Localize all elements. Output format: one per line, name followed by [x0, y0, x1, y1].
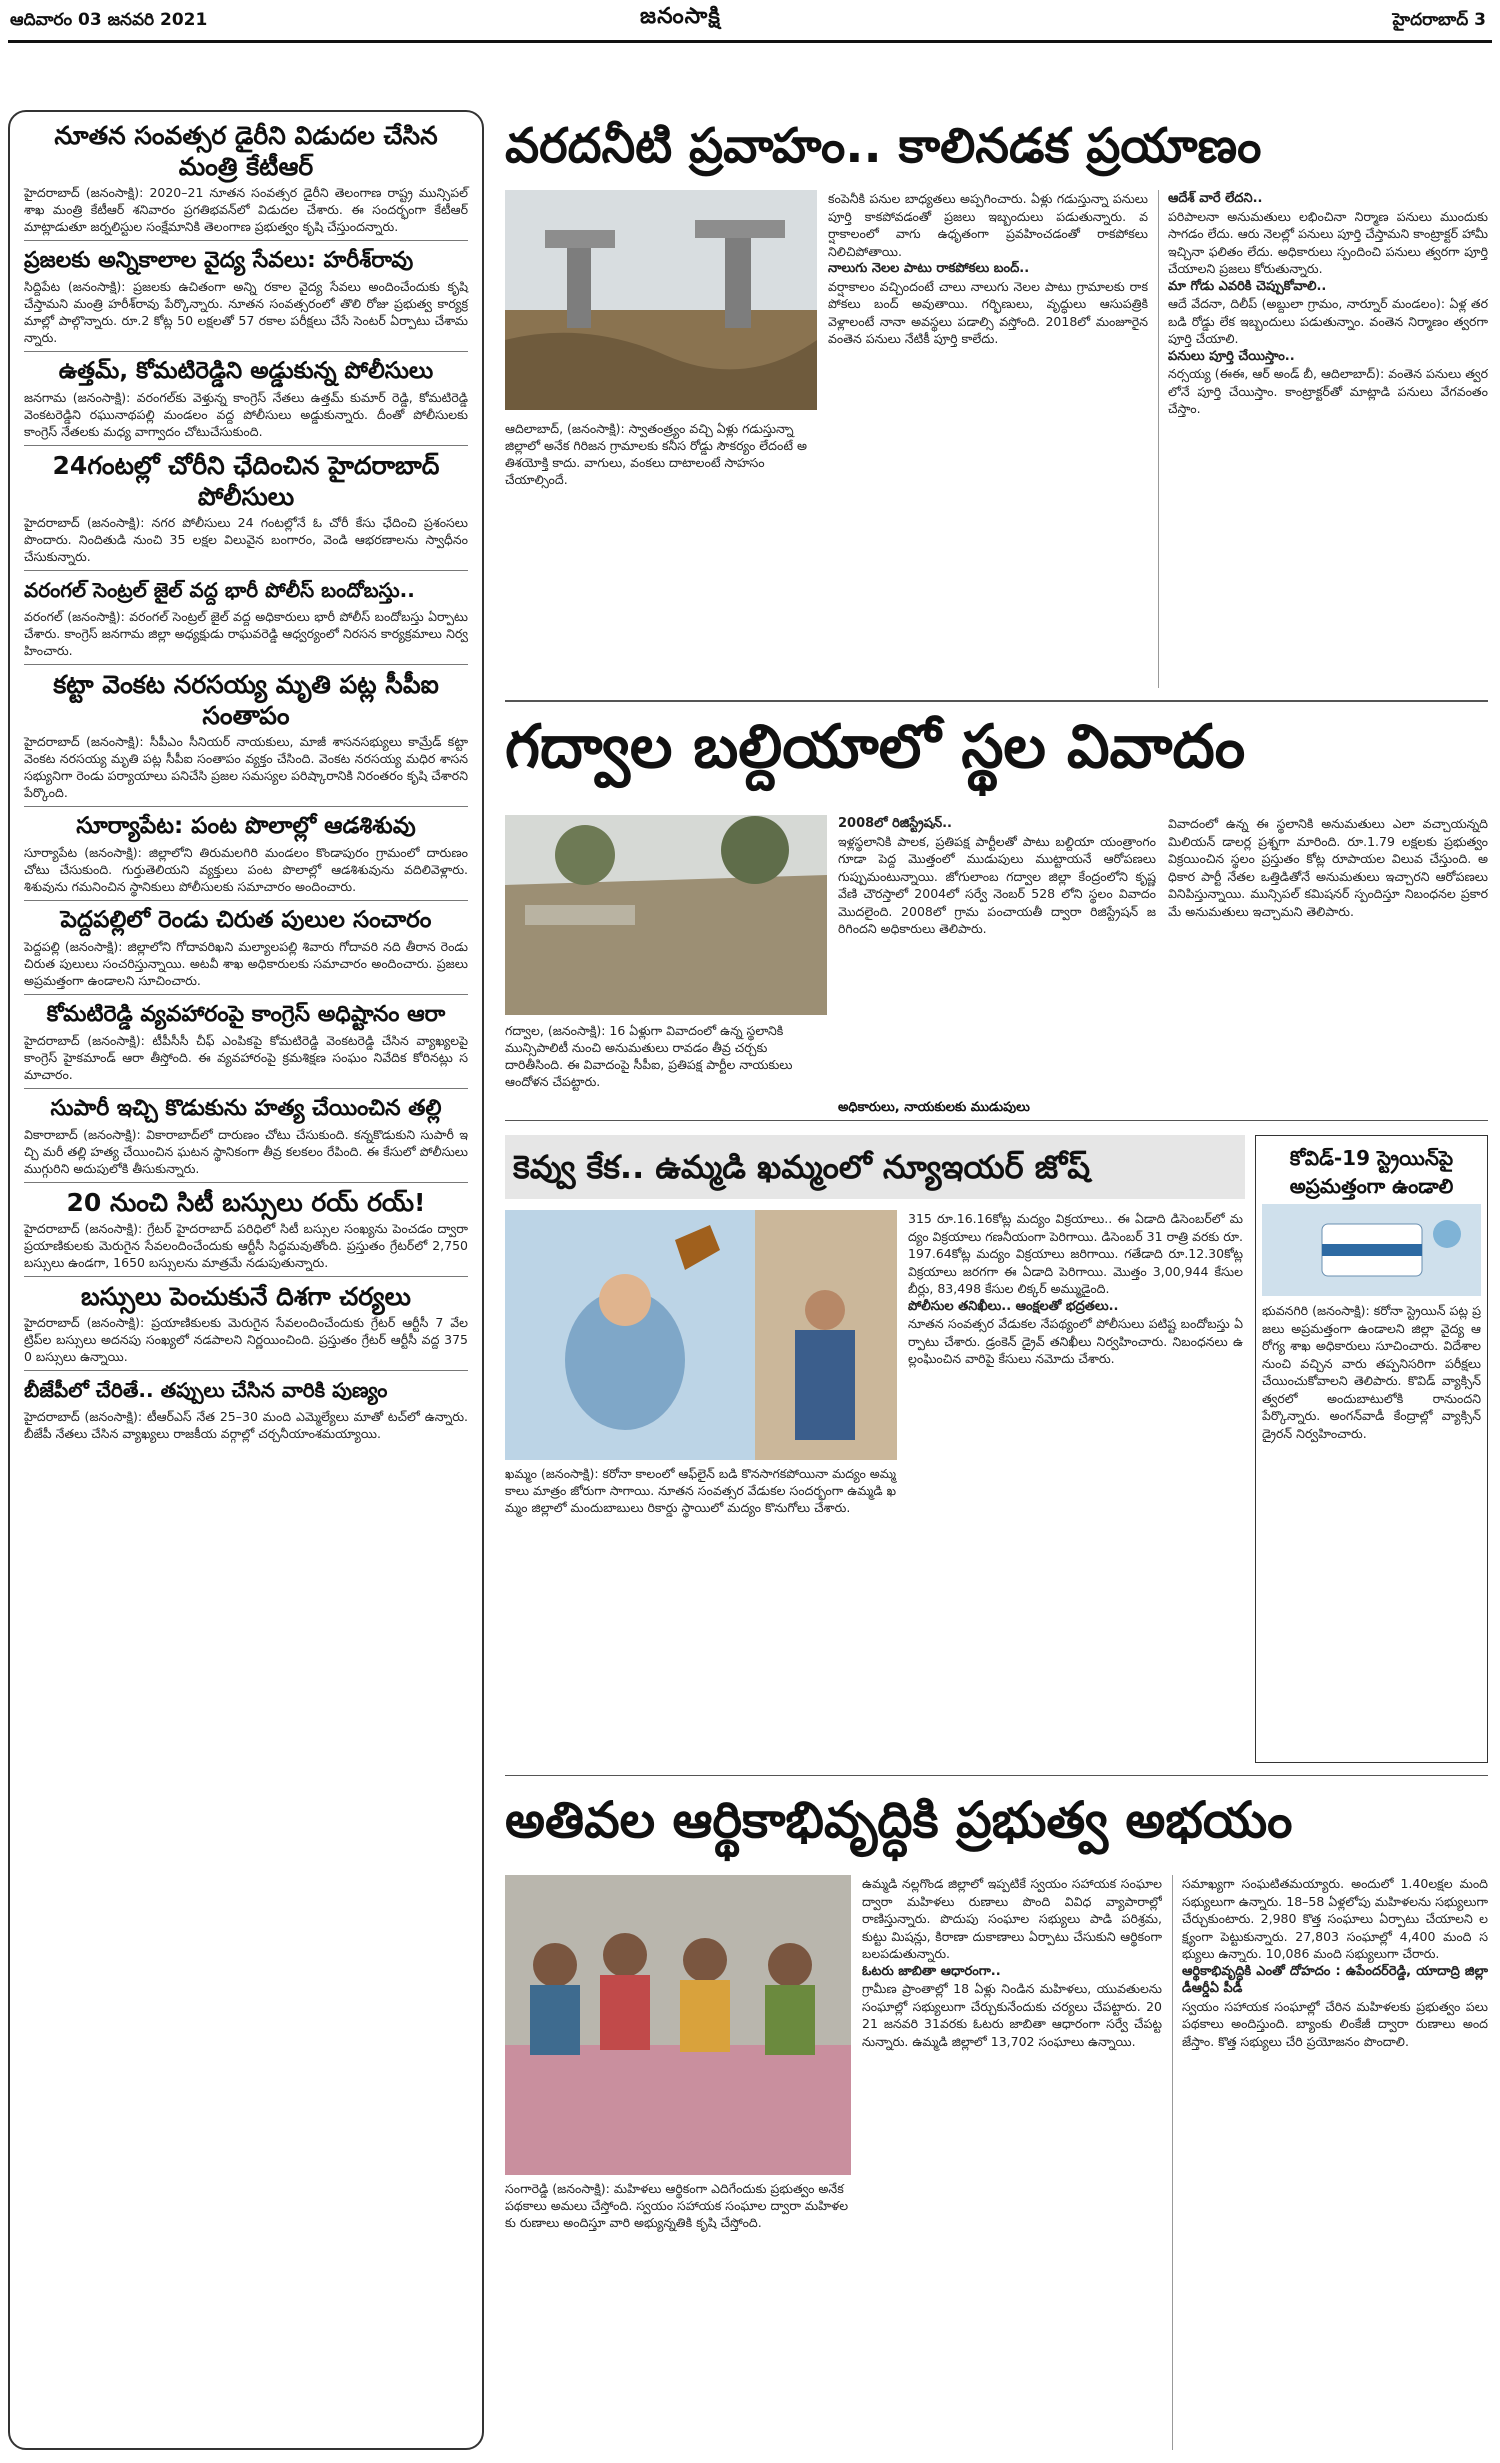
- story5-caption: సంగారెడ్డి (జనంసాక్షి): మహిళలు ఆర్థికంగా ఎదిగేందుకు ప్రభుత్వం అనేక పథకాలు అమలు చేస్తోంది. స్వయం సహాయక సంఘాల ద్వారా మహిళలకు రుణాలు అందిస్తూ వారి అభ్యున్నతికి కృషి చేస్తోంది.: [505, 2181, 849, 2230]
- header-rule: [8, 40, 1492, 43]
- left-article: [24, 575, 468, 659]
- left-article: [24, 999, 468, 1083]
- story2-subheading: 2008లో రిజిస్ట్రేషన్..: [838, 816, 952, 831]
- article-body: సూర్యాపేట (జనంసాక్షి): జిల్లాలోని తిరుమలగిరి మండలం కొండాపురం గ్రామంలో దారుణం చోటు చేసుకుంది. గుర్తుతెలియని వ్యక్తులు పంట పొలాల్లో ఆడశిశువును వదిలివెళ్లారు. శిశువును గమనించిన స్థానికులు పోలీసులకు సమాచారం అందించారు.: [24, 845, 468, 894]
- site-photo: [505, 815, 827, 1015]
- article-headline: 20 నుంచి సిటీ బస్సులు రయ్ రయ్!: [66, 1188, 426, 1217]
- story2-column-3: [1168, 815, 1488, 1095]
- article-body: సిద్దిపేట (జనంసాక్షి): ప్రజలకు ఉచితంగా అన్ని రకాల వైద్య సేవలు అందించేందుకు కృషి చేస్తామని మంత్రి హరీశ్‌రావు పేర్కొన్నారు. నూతన సంవత్సరంలో తొలి రోజు ప్రభుత్వ కార్యక్రమాల్లో పాల్గొన్నారు. రూ.2 కోట్ల 50 లక్షలతో 57 రకాల పరీక్షలు చేసే సెంటర్ ఏర్పాటు చేశామన్నారు.: [24, 279, 468, 345]
- story5-col2-text-b: గ్రామీణ ప్రాంతాల్లో 18 ఏళ్లు నిండిన మహిళలు, యువతులను సంఘాల్లో సభ్యులుగా చేర్చుకునేందుకు చర్యలు చేపట్టారు. 2021 జనవరి 31వరకు ఓటరు జాబితా ఆధారంగా సర్వే చేపట్టనున్నారు. ఉమ్మడి జిల్లాలో 13,702 సంఘాలు ఉన్నాయి.: [862, 1981, 1162, 2049]
- story1-subheading: ఆదేశ్ వారే లేదని..: [1168, 191, 1263, 206]
- story-headline: అతివల ఆర్థికాభివృద్ధికి ప్రభుత్వ అభయం: [505, 1791, 1293, 1849]
- section-rule: [505, 1775, 1488, 1776]
- article-headline: వరంగల్ సెంట్రల్ జైల్ వద్ద భారీ పోలీస్ బందోబస్తు..: [24, 578, 415, 602]
- article-headline: పెద్దపల్లిలో రెండు చిరుత పులుల సంచారం: [60, 907, 432, 933]
- masthead-logo: జనంసాక్షి: [640, 4, 721, 29]
- divider: [24, 1370, 468, 1371]
- divider: [24, 351, 468, 352]
- story-headline: కెవ్వు కేక.. ఉమ్మడి ఖమ్మంలో న్యూఇయర్ జోష్: [505, 1135, 1245, 1199]
- left-article: [24, 245, 468, 346]
- left-article: [24, 1093, 468, 1177]
- article-headline: ప్రజలకు అన్నికాలాల వైద్య సేవలు: హరీశ్‌రావు: [24, 248, 414, 273]
- story5-subheading: ఓటరు జాబితా ఆధారంగా..: [862, 1963, 1001, 1979]
- article-headline: నూతన సంవత్సర డైరీని విడుదల చేసిన మంత్రి కేటీఆర్: [54, 121, 438, 181]
- celebration-photo: [505, 1210, 897, 1460]
- article-body: హైదరాబాద్ (జనంసాక్షి): నగర పోలీసులు 24 గంటల్లోనే ఓ చోరీ కేసు ఛేదించి ప్రశంసలు పొందారు. నిందితుడి నుంచి 35 లక్షల విలువైన బంగారం, వెండి ఆభరణాలను స్వాధీనం చేసుకున్నారు.: [24, 515, 468, 564]
- article-body: జనగామ (జనంసాక్షి): వరంగల్‌కు వెళ్తున్న కాంగ్రెస్ నేతలు ఉత్తమ్ కుమార్ రెడ్డి, కోమటిరెడ్డి వెంకటరెడ్డిని రఘునాథపల్లి మండలం వద్ద పోలీసులు అడ్డుకున్నారు. దీంతో పోలీసులకు కాంగ్రెస్ నేతలకు మధ్య వాగ్వాదం చోటుచేసుకుంది.: [24, 390, 468, 439]
- story-headline: వరదనీటి ప్రవాహం.. కాలినడక ప్రయాణం: [505, 118, 1262, 174]
- article-body: హైదరాబాద్ (జనంసాక్షి): 2020–21 నూతన సంవత్సర డైరీని తెలంగాణ రాష్ట్ర మున్సిపల్ శాఖ మంత్రి కేటీఆర్ శనివారం ప్రగతిభవన్‌లో విడుదల చేశారు. ఈ సందర్భంగా కేటీఆర్ మాట్లాడుతూ జర్నలిస్టుల సంక్షేమానికి తెలంగాణ ప్రభుత్వం కృషి చేస్తుందన్నారు.: [24, 185, 468, 234]
- left-article: [24, 669, 468, 801]
- left-article: [24, 450, 468, 565]
- article-body: పెద్దపల్లి (జనంసాక్షి): జిల్లాలోని గోదావరిఖని మల్యాలపల్లి శివారు గోదావరి నది తీరాన రెండు చిరుత పులులు సంచరిస్తున్నాయి. అటవీ శాఖ అధికారులకు సమాచారం అందించారు. ప్రజలు అప్రమత్తంగా ఉండాలని సూచించారు.: [24, 939, 468, 988]
- left-article: [24, 120, 468, 235]
- left-article: [24, 1187, 468, 1271]
- article-body: హైదరాబాద్ (జనంసాక్షి): గ్రేటర్ హైదరాబాద్ పరిధిలో సిటీ బస్సుల సంఖ్యను పెంచడం ద్వారా ప్రయాణికులకు మెరుగైన సేవలందించేందుకు ఆర్టీసీ సిద్ధమవుతోంది. ప్రస్తుతం గ్రేటర్‌లో 2,750 బస్సులు ఉండగా, 1650 బస్సులను మాత్రమే నడుపుతున్నారు.: [24, 1221, 468, 1270]
- issue-date: ఆదివారం 03 జనవరి 2021: [10, 10, 208, 30]
- story1-col2-text-b: వర్షాకాలం వచ్చిందంటే చాలు నాలుగు నెలల పాటు గ్రామాలకు రాకపోకలు బంద్ అవుతాయి. గర్భిణులు, వృద్ధులు ఆసుపత్రికి వెళ్లాలంటే నానా అవస్థలు పడాల్సి వస్తోంది. 2018లో మంజూరైన వంతెన పనులు నేటికీ పూర్తి కాలేదు.: [828, 278, 1148, 346]
- bridge-photo: [505, 190, 817, 410]
- story1-col3-text-c: నర్సయ్య (ఈఈ, ఆర్ అండ్ బీ, ఆదిలాబాద్): వంతెన పనులు త్వరలోనే పూర్తి చేయిస్తాం. కాంట్రాక్టర్‌తో మాట్లాడి పనులు వేగవంతం చేస్తాం.: [1168, 366, 1488, 416]
- divider: [24, 1182, 468, 1183]
- section-rule: [505, 1120, 1488, 1121]
- article-body: వికారాబాద్ (జనంసాక్షి): వికారాబాద్‌లో దారుణం చోటు చేసుకుంది. కన్నకొడుకుని సుపారీ ఇచ్చి మరీ తల్లి హత్య చేయించిన ఘటన స్థానికంగా తీవ్ర కలకలం రేపింది. ఈ కేసులో పోలీసులు ముగ్గురిని అదుపులోకి తీసుకున్నారు.: [24, 1127, 468, 1176]
- left-article: [24, 811, 468, 895]
- story5-col3-text: సమాఖ్యగా సంఘటితమయ్యారు. అందులో 1.40లక్షల మంది సభ్యులుగా ఉన్నారు. 18–58 ఏళ్లలోపు మహిళలను సభ్యులుగా చేర్చుకుంటారు. 2,980 కొత్త సంఘాలు ఏర్పాటు చేయాలని లక్ష్యంగా పెట్టుకున్నారు. 27,803 సంఘాల్లో 4,400 మంది సభ్యులు ఉన్నారు. 10,086 మంది సభ్యులుగా చేరారు.: [1182, 1876, 1488, 1961]
- story1-subheading: మా గోడు ఎవరికి చెప్పుకోవాలి..: [1168, 278, 1327, 294]
- story3-col2-text: 315 రూ.16.16కోట్ల మద్యం విక్రయాలు.. ఈ ఏడాది డిసెంబర్‌లో మద్యం విక్రయాలు గణనీయంగా పెరిగాయి. డిసెంబర్ 31 రాత్రి వరకు రూ.197.64కోట్ల మద్యం విక్రయాలు జరిగాయి. గతేడాది రూ.12.30కోట్ల విక్రయాలు జరగగా ఈ ఏడాది పెరిగాయి. మొత్తం 3,00,944 కేసుల బీర్లు, 83,498 కేసుల లిక్కర్ అమ్ముడైంది.: [908, 1211, 1243, 1296]
- story1-col3-text-b: ఆదే వేదనా, దిలీప్ (అబ్దులా గ్రామం, నార్నూర్ మండలం): ఏళ్ల తరబడి రోడ్డు లేక ఇబ్బందులు పడుతున్నాం. వంతెన నిర్మాణం త్వరగా పూర్తి చేయాలి.: [1168, 296, 1488, 346]
- left-article: [24, 1375, 468, 1442]
- page-number: హైదరాబాద్ 3: [1392, 10, 1486, 30]
- article-body: హైదరాబాద్ (జనంసాక్షి): ప్రయాణికులకు మెరుగైన సేవలందించేందుకు గ్రేటర్ ఆర్టీసీ 7 వేల ట్రిప్‌ల బస్సులు అదనపు సంఖ్యలో నడపాలని నిర్ణయించింది. ప్రస్తుతం గ్రేటర్ ఆర్టీసీ వద్ద 3750 బస్సులు ఉన్నాయి.: [24, 1315, 468, 1364]
- vaccine-photo: [1262, 1204, 1481, 1296]
- article-headline: కోమటిరెడ్డి వ్యవహారంపై కాంగ్రెస్ అధిష్టానం ఆరా: [46, 1002, 446, 1027]
- women-group-photo: [505, 1875, 851, 2175]
- story5-col2-text: ఉమ్మడి నల్లగొండ జిల్లాలో ఇప్పటికే స్వయం సహాయక సంఘాల ద్వారా మహిళలు రుణాలు పొంది వివిధ వ్యాపారాల్లో రాణిస్తున్నారు. పొదుపు సంఘాల సభ్యులు పాడి పరిశ్రమ, కుట్టు మిషన్లు, కిరాణా దుకాణాలు ఏర్పాటు చేసుకుని ఆర్థికంగా బలపడుతున్నారు.: [862, 1876, 1162, 1961]
- story1-caption: ఆదిలాబాద్, (జనంసాక్షి): స్వాతంత్ర్యం వచ్చి ఏళ్లు గడుస్తున్నా జిల్లాలో అనేక గిరిజన గ్రామాలకు కనీస రోడ్డు సౌకర్యం లేదంటే అతిశయోక్తి కాదు. వాగులు, వంకలు దాటాలంటే సాహసం చేయాల్సిందే.: [505, 421, 807, 487]
- story2-footer-label: అధికారులు, నాయకులకు ముడుపులు: [838, 1100, 1030, 1115]
- story3-column-2: [908, 1210, 1243, 1760]
- story2-col3-text: వివాదంలో ఉన్న ఈ స్థలానికి అనుమతులు ఎలా వచ్చాయన్నది మిలియన్ డాలర్ల ప్రశ్నగా మారింది. రూ.1.79 లక్షలకు ప్రభుత్వం విక్రయించిన స్థలం ప్రస్తుతం కోట్ల రూపాయల విలువ చేస్తుంది. అధికార పార్టీ నేతల ఒత్తిడితోనే అనుమతులు ఇచ్చారని ఆరోపణలు వినిపిస్తున్నాయి. మున్సిపల్ కమిషనర్ స్పందిస్తూ నిబంధనల ప్రకారమే అనుమతులు ఇచ్చామని తెలిపారు.: [1168, 816, 1488, 919]
- divider: [24, 445, 468, 446]
- article-headline: బస్సులు పెంచుకునే దిశగా చర్యలు: [81, 1282, 411, 1311]
- story1-subheading: నాలుగు నెలల పాటు రాకపోకలు బంద్..: [828, 261, 1030, 276]
- story3-col2-text-b: నూతన సంవత్సర వేడుకల నేపథ్యంలో పోలీసులు పటిష్ట బందోబస్తు ఏర్పాటు చేశారు. డ్రంకెన్ డ్రైవ్ తనిఖీలు నిర్వహించారు. నిబంధనలు ఉల్లంఘించిన వారిపై కేసులు నమోదు చేశారు.: [908, 1316, 1243, 1366]
- left-news-column: [8, 110, 484, 2450]
- divider: [24, 1088, 468, 1089]
- story1-column-3: [1168, 190, 1488, 688]
- story3-caption: ఖమ్మం (జనంసాక్షి): కరోనా కాలంలో ఆఫ్‌లైన్ బడి కొనసాగకపోయినా మద్యం అమ్మకాలు మాత్రం జోరుగా సాగాయి. నూతన సంవత్సర వేడుకల సందర్భంగా ఉమ్మడి ఖమ్మం జిల్లాలో మందుబాబులు రికార్డు స్థాయిలో మద్యం కొనుగోలు చేశారు.: [505, 1466, 897, 1515]
- story1-col2-text: కంపెనీకి పనుల బాధ్యతలు అప్పగించారు. ఏళ్లు గడుస్తున్నా పనులు పూర్తి కాకపోవడంతో ప్రజలు ఇబ్బందులు పడుతున్నారు. వర్షాకాలంలో వాగు ఉధృతంగా ప్రవహించడంతో రాకపోకలు నిలిచిపోతాయి.: [828, 191, 1148, 259]
- story3-subheading: పోలీసుల తనిఖీలు.. ఆంక్షలతో భద్రతలు..: [908, 1298, 1119, 1314]
- story-headline: గద్వాల బల్దియాలో స్థల వివాదం: [505, 712, 1246, 782]
- column-divider: [1172, 1875, 1173, 2450]
- divider: [24, 570, 468, 571]
- divider: [24, 900, 468, 901]
- divider: [24, 664, 468, 665]
- story5-column-2: [862, 1875, 1162, 2450]
- divider: [24, 806, 468, 807]
- left-article: [24, 1281, 468, 1365]
- story2-col2-text: ఇళ్లస్థలానికి పాలక, ప్రతిపక్ష పార్టీలతో పాటు బల్దియా యంత్రాంగం గూడా పెద్ద మొత్తంలో ముడుపులు ముట్టాయనే ఆరోపణలు గుప్పుమంటున్నాయి. జోగులాంబ గద్వాల జిల్లా కేంద్రంలోని కృష్ణవేణి చౌరస్తాలో 2004లో సర్వే నెంబర్ 528 లోని స్థలం వివాదం మొదలైంది. 2008లో గ్రామ పంచాయతీ ద్వారా రిజిస్ట్రేషన్ జరిగిందని అధికారులు తెలిపారు.: [838, 833, 1156, 936]
- article-headline: 24గంటల్లో చోరీని ఛేదించిన హైదరాబాద్ పోలీసులు: [52, 451, 440, 511]
- story1-subheading: పనులు పూర్తి చేయిస్తాం..: [1168, 348, 1295, 364]
- covid-box-body: భువనగిరి (జనంసాక్షి): కరోనా స్ట్రెయిన్ పట్ల ప్రజలు అప్రమత్తంగా ఉండాలని జిల్లా వైద్య ఆరోగ్య శాఖ అధికారులు సూచించారు. విదేశాల నుంచి వచ్చిన వారు తప్పనిసరిగా పరీక్షలు చేయించుకోవాలని తెలిపారు. కొవిడ్ వ్యాక్సిన్ త్వరలో అందుబాటులోకి రానుందని పేర్కొన్నారు. అంగన్‌వాడీ కేంద్రాల్లో వ్యాక్సిన్ డ్రైరన్ నిర్వహించారు.: [1262, 1303, 1481, 1441]
- story2-column-2: [838, 815, 1156, 1095]
- article-headline: ఉత్తమ్, కోమటిరెడ్డిని అడ్డుకున్న పోలీసులు: [58, 358, 434, 384]
- story1-column-2: [828, 190, 1148, 688]
- covid-box-title: కోవిడ్-19 స్ట్రెయిన్‌పై అప్రమత్తంగా ఉండాలి: [1289, 1146, 1454, 1198]
- story5-col3-text-b: స్వయం సహాయక సంఘాల్లో చేరిన మహిళలకు ప్రభుత్వం పలు పథకాలు అందిస్తుంది. బ్యాంకు లింకేజీ ద్వారా రుణాలు అందజేస్తాం. కొత్త సభ్యులు చేరి ప్రయోజనం పొందాలి.: [1182, 1998, 1488, 2049]
- article-headline: సూర్యాపేట: పంట పొలాల్లో ఆడశిశువు: [76, 813, 416, 839]
- article-body: వరంగల్ (జనంసాక్షి): వరంగల్ సెంట్రల్ జైల్ వద్ద అధికారులు భారీ పోలీస్ బందోబస్తు ఏర్పాటు చేశారు. కాంగ్రెస్ జనగామ జిల్లా అధ్యక్షుడు రాఘవరెడ్డి ఆధ్వర్యంలో నిరసన కార్యక్రమాలు నిర్వహించారు.: [24, 609, 468, 658]
- story2-caption: గద్వాల, (జనంసాక్షి): 16 ఏళ్లుగా వివాదంలో ఉన్న స్థలానికి మున్సిపాలిటీ నుంచి అనుమతులు రావడం తీవ్ర చర్చకు దారితీసింది. ఈ వివాదంపై సీపీఐ, ప్రతిపక్ష పార్టీల నాయకులు ఆందోళన చేపట్టారు.: [505, 1023, 793, 1089]
- section-rule: [505, 700, 1488, 702]
- covid-box: [1255, 1135, 1488, 1763]
- article-body: హైదరాబాద్ (జనంసాక్షి): సీపీఎం సీనియర్ నాయకులు, మాజీ శాసనసభ్యులు కామ్రేడ్ కట్టా వెంకట నరసయ్య మృతి పట్ల సీపీఐ సంతాపం వ్యక్తం చేసింది. వెంకట నరసయ్య మధిర శాసనసభ్యునిగా రెండు పర్యాయాలు పనిచేసి ప్రజల సమస్యల పరిష్కారానికి నిరంతరం కృషి చేశారని పేర్కొంది.: [24, 734, 468, 800]
- column-divider: [1158, 190, 1159, 688]
- story5-subheading: ఆర్థికాభివృద్ధికి ఎంతో దోహదం : ఉపేందర్‌రెడ్డి, యాదాద్రి జిల్లా డీఆర్డీఏ పీడీ: [1182, 1963, 1488, 1996]
- divider: [24, 240, 468, 241]
- story5-column-3: [1182, 1875, 1488, 2450]
- divider: [24, 1276, 468, 1277]
- article-body: హైదరాబాద్ (జనంసాక్షి): టీఆర్ఎస్ నేత 25–30 మంది ఎమ్మెల్యేలు మాతో టచ్‌లో ఉన్నారు. బీజేపీ నేతలు చేసిన వ్యాఖ్యలు రాజకీయ వర్గాల్లో చర్చనీయాంశమయ్యాయి.: [24, 1409, 468, 1441]
- left-article: [24, 905, 468, 989]
- left-article: [24, 356, 468, 440]
- article-body: హైదరాబాద్ (జనంసాక్షి): టీపీసీసీ చీఫ్ ఎంపికపై కోమటిరెడ్డి వెంకటరెడ్డి చేసిన వ్యాఖ్యలపై కాంగ్రెస్ హైకమాండ్ ఆరా తీస్తోంది. ఈ వ్యవహారంపై క్రమశిక్షణ సంఘం నివేదిక కోరినట్లు సమాచారం.: [24, 1033, 468, 1082]
- article-headline: సుపారీ ఇచ్చి కొడుకును హత్య చేయించిన తల్లి: [50, 1096, 442, 1121]
- divider: [24, 994, 468, 995]
- article-headline: కట్టా వెంకట నరసయ్య మృతి పట్ల సీపీఐ సంతాపం: [53, 670, 439, 730]
- story1-col3-text: పరిపాలనా అనుమతులు లభించినా నిర్మాణ పనులు ముందుకు సాగడం లేదు. ఆరు నెలల్లో పనులు పూర్తి చేస్తామని కాంట్రాక్టర్ హామీ ఇచ్చినా ఫలితం లేదు. అధికారులు స్పందించి పనులు త్వరగా పూర్తి చేయాలని ప్రజలు కోరుతున్నారు.: [1168, 208, 1488, 276]
- article-headline: బీజేపీలో చేరితే.. తప్పులు చేసిన వారికి పుణ్యం: [24, 1378, 388, 1402]
